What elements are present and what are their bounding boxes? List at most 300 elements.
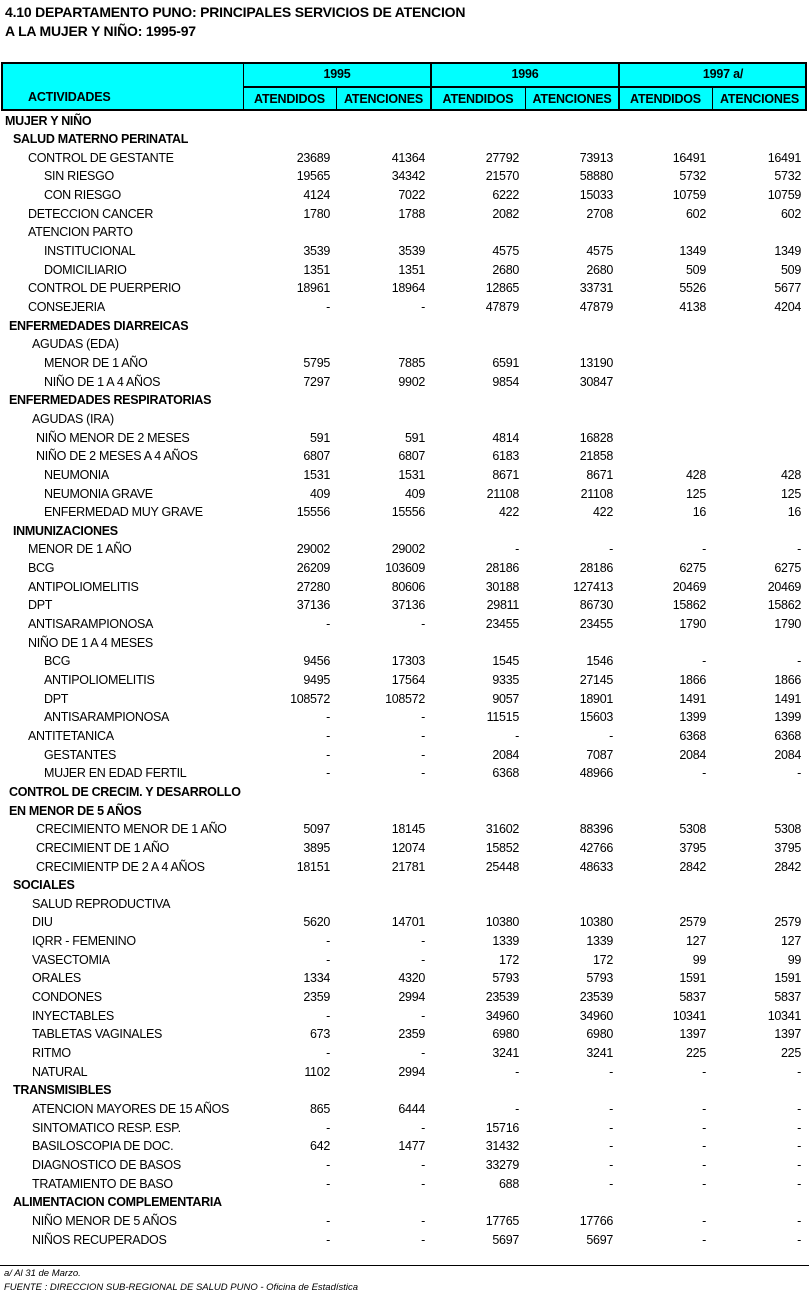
cell-value: 6807 <box>398 449 425 464</box>
row-label: MENOR DE 1 AÑO <box>28 542 132 557</box>
cell-value: 25448 <box>485 859 519 874</box>
header-subcol: ATENDIDOS <box>442 92 514 106</box>
cell-value: 41364 <box>391 150 425 165</box>
section-header-row <box>0 802 809 821</box>
cell-value: - <box>797 1139 801 1154</box>
section-header-row <box>0 317 809 336</box>
cell-value: 2842 <box>679 859 706 874</box>
table-row <box>0 559 809 578</box>
row-label: TRATAMIENTO DE BASO <box>32 1176 173 1191</box>
cell-value: 20469 <box>767 579 801 594</box>
cell-value: - <box>421 1176 425 1191</box>
table-row <box>0 708 809 727</box>
cell-value: 1591 <box>774 971 801 986</box>
table-row <box>0 858 809 877</box>
header-activities: ACTIVIDADES <box>28 90 111 104</box>
cell-value: 5677 <box>774 281 801 296</box>
row-label: ENFERMEDADES RESPIRATORIAS <box>9 393 212 408</box>
cell-value: 73913 <box>579 150 613 165</box>
table-row <box>0 727 809 746</box>
cell-value: 108572 <box>290 691 330 706</box>
cell-value: 19565 <box>296 169 330 184</box>
cell-value: 591 <box>310 430 330 445</box>
cell-value: 86730 <box>579 598 613 613</box>
cell-value: 125 <box>686 486 706 501</box>
cell-value: 47879 <box>485 300 519 314</box>
cell-value: 1399 <box>679 710 706 725</box>
cell-value: - <box>421 747 425 762</box>
row-label: NIÑO MENOR DE 2 MESES <box>36 430 190 445</box>
cell-value: - <box>797 654 801 669</box>
table-row <box>0 354 809 373</box>
row-label: CONSEJERIA <box>28 300 105 314</box>
cell-value: - <box>609 1139 613 1154</box>
cell-value: 33279 <box>485 1157 519 1172</box>
cell-value: 1339 <box>586 934 613 949</box>
cell-value: 2579 <box>774 915 801 930</box>
cell-value: 10380 <box>485 915 519 930</box>
row-label: INSTITUCIONAL <box>44 244 136 259</box>
row-label: TRANSMISIBLES <box>13 1083 112 1098</box>
cell-value: 172 <box>593 952 613 967</box>
cell-value: 2708 <box>586 206 613 221</box>
table-row <box>0 895 809 914</box>
cell-value: 21570 <box>485 169 519 184</box>
cell-value: 16491 <box>672 150 706 165</box>
cell-value: 602 <box>686 206 706 221</box>
header-subcol: ATENCIONES <box>719 92 800 106</box>
table-row <box>0 242 809 261</box>
cell-value: 1866 <box>679 673 706 687</box>
cell-value: 1351 <box>303 262 330 277</box>
row-label: DIU <box>32 915 53 930</box>
table-row <box>0 615 809 634</box>
cell-value: 1531 <box>303 467 330 482</box>
cell-value: 20469 <box>672 579 706 594</box>
cell-value: - <box>515 542 519 557</box>
cell-value: 23455 <box>579 617 613 632</box>
cell-value: 5795 <box>303 355 330 370</box>
row-label: ANTISARAMPIONOSA <box>28 617 154 632</box>
cell-value: 48966 <box>579 766 613 781</box>
cell-value: - <box>326 747 330 762</box>
cell-value: - <box>702 766 706 781</box>
cell-value: 10341 <box>672 1008 706 1023</box>
cell-value: - <box>326 1046 330 1060</box>
cell-value: 1397 <box>774 1027 801 1042</box>
cell-value: 4124 <box>303 188 330 203</box>
cell-value: 422 <box>593 505 613 520</box>
cell-value: - <box>609 1157 613 1172</box>
row-label: DIAGNOSTICO DE BASOS <box>32 1157 181 1172</box>
cell-value: 127413 <box>573 579 613 594</box>
cell-value: 2359 <box>303 990 330 1005</box>
cell-value: 591 <box>405 430 425 445</box>
divider <box>525 87 526 111</box>
section-header-row <box>0 522 809 541</box>
cell-value: - <box>609 1120 613 1135</box>
cell-value: 1491 <box>679 691 706 706</box>
cell-value: 18964 <box>391 281 425 296</box>
cell-value: 2579 <box>679 915 706 930</box>
cell-value: 2084 <box>679 747 706 762</box>
row-label: SIN RIESGO <box>44 169 114 184</box>
cell-value: 428 <box>781 467 801 482</box>
cell-value: - <box>797 1101 801 1116</box>
cell-value: 6368 <box>492 766 519 781</box>
cell-value: 9495 <box>303 673 330 687</box>
cell-value: - <box>421 728 425 743</box>
cell-value: 1351 <box>398 262 425 277</box>
table-row <box>0 485 809 504</box>
cell-value: 5308 <box>774 822 801 837</box>
table-row <box>0 1063 809 1082</box>
header-year-1995: 1995 <box>323 67 351 81</box>
cell-value: 16 <box>692 505 706 520</box>
table-row <box>0 1044 809 1063</box>
cell-value: - <box>702 1157 706 1172</box>
cell-value: 4575 <box>586 244 613 259</box>
table-row <box>0 1175 809 1194</box>
cell-value: 33731 <box>579 281 613 296</box>
cell-value: - <box>421 1213 425 1228</box>
cell-value: 28186 <box>485 561 519 576</box>
table-row <box>0 429 809 448</box>
cell-value: 3895 <box>303 840 330 855</box>
row-label: ATENCION PARTO <box>28 225 133 240</box>
cell-value: - <box>797 1176 801 1191</box>
cell-value: 17766 <box>579 1213 613 1228</box>
section-header-row <box>0 130 809 149</box>
cell-value: 6368 <box>679 728 706 743</box>
cell-value: - <box>702 1064 706 1079</box>
table-row <box>0 447 809 466</box>
row-label: NIÑOS RECUPERADOS <box>32 1232 167 1247</box>
row-label: SALUD REPRODUCTIVA <box>32 896 171 911</box>
section-header-row <box>0 1193 809 1212</box>
cell-value: 127 <box>686 934 706 949</box>
cell-value: - <box>515 1064 519 1079</box>
cell-value: 18151 <box>296 859 330 874</box>
cell-value: 2359 <box>398 1027 425 1042</box>
cell-value: - <box>797 1120 801 1135</box>
cell-value: 15716 <box>485 1120 519 1135</box>
cell-value: 99 <box>787 952 801 967</box>
row-label: INMUNIZACIONES <box>13 523 118 538</box>
table-row <box>0 167 809 186</box>
cell-value: 15556 <box>296 505 330 520</box>
cell-value: 4204 <box>774 300 801 314</box>
cell-value: 6444 <box>398 1101 425 1116</box>
table-row <box>0 298 809 317</box>
table-row <box>0 764 809 783</box>
row-label: VASECTOMIA <box>32 952 110 967</box>
cell-value: 1591 <box>679 971 706 986</box>
cell-value: 7297 <box>303 374 330 389</box>
cell-value: 18901 <box>579 691 613 706</box>
cell-value: - <box>609 728 613 743</box>
cell-value: 4814 <box>492 430 519 445</box>
row-label: NIÑO MENOR DE 5 AÑOS <box>32 1213 177 1228</box>
cell-value: 409 <box>405 486 425 501</box>
row-label: INYECTABLES <box>32 1008 114 1023</box>
table-row <box>0 988 809 1007</box>
header-year-1997: 1997 a/ <box>702 67 744 81</box>
cell-value: 13190 <box>579 355 613 370</box>
row-label: ATENCION MAYORES DE 15 AÑOS <box>32 1101 230 1116</box>
cell-value: 11515 <box>486 710 519 725</box>
cell-value: - <box>702 1120 706 1135</box>
cell-value: - <box>702 1139 706 1154</box>
table-row <box>0 373 809 392</box>
row-label: SOCIALES <box>13 878 75 893</box>
cell-value: - <box>609 542 613 557</box>
cell-value: 3539 <box>398 244 425 259</box>
section-header-row <box>0 783 809 802</box>
table-row <box>0 279 809 298</box>
cell-value: 58880 <box>579 169 613 184</box>
cell-value: - <box>421 1157 425 1172</box>
cell-value: - <box>421 1046 425 1060</box>
cell-value: - <box>797 542 801 557</box>
row-label: ALIMENTACION COMPLEMENTARIA <box>13 1195 222 1210</box>
cell-value: - <box>702 1232 706 1247</box>
cell-value: - <box>421 617 425 632</box>
row-label: ANTISARAMPIONOSA <box>44 710 170 725</box>
cell-value: 12074 <box>391 840 425 855</box>
cell-value: 16491 <box>767 150 801 165</box>
cell-value: 4138 <box>679 300 706 314</box>
header-subcol: ATENCIONES <box>532 92 612 106</box>
cell-value: 1477 <box>398 1139 425 1154</box>
table-row <box>0 671 809 690</box>
cell-value: 172 <box>499 952 519 967</box>
row-label: MENOR DE 1 AÑO <box>44 355 148 370</box>
table-row <box>0 969 809 988</box>
divider <box>712 87 713 111</box>
source-note: FUENTE : DIRECCION SUB-REGIONAL DE SALUD PUNO - Oficina de Estadística <box>4 1282 359 1293</box>
row-label: CRECIMIENTO MENOR DE 1 AÑO <box>36 822 227 837</box>
cell-value: 602 <box>781 206 801 221</box>
row-label: IQRR - FEMENINO <box>32 934 136 949</box>
table-row <box>0 820 809 839</box>
cell-value: 642 <box>310 1139 330 1154</box>
row-label: NATURAL <box>32 1064 88 1079</box>
header-subcol: ATENCIONES <box>343 92 424 106</box>
cell-value: - <box>421 1232 425 1247</box>
section-header-row <box>0 391 809 410</box>
cell-value: - <box>797 1232 801 1247</box>
header-year-1996: 1996 <box>511 67 539 81</box>
cell-value: 21108 <box>486 486 519 501</box>
cell-value: 17765 <box>485 1213 519 1228</box>
cell-value: 16828 <box>579 430 613 445</box>
row-label: NEUMONIA <box>44 467 109 482</box>
row-label: ANTITETANICA <box>28 728 114 743</box>
cell-value: 10341 <box>767 1008 801 1023</box>
cell-value: 18961 <box>296 281 330 296</box>
cell-value: 509 <box>686 262 706 277</box>
cell-value: - <box>326 728 330 743</box>
divider <box>336 87 337 111</box>
cell-value: - <box>326 1008 330 1023</box>
cell-value: - <box>797 1157 801 1172</box>
cell-value: 15033 <box>579 188 613 203</box>
cell-value: 5837 <box>774 990 801 1005</box>
cell-value: - <box>609 1176 613 1191</box>
footer-divider <box>0 1265 809 1266</box>
cell-value: 6368 <box>774 728 801 743</box>
cell-value: 5732 <box>679 169 706 184</box>
cell-value: - <box>797 1064 801 1079</box>
table-title-line-1: 4.10 DEPARTAMENTO PUNO: PRINCIPALES SERVICIOS DE ATENCION <box>5 4 466 20</box>
cell-value: 3795 <box>679 840 706 855</box>
cell-value: 2084 <box>492 747 519 762</box>
cell-value: 27792 <box>485 150 519 165</box>
cell-value: 31432 <box>485 1139 519 1154</box>
cell-value: 1780 <box>303 206 330 221</box>
cell-value: 125 <box>781 486 801 501</box>
table-title-line-2: A LA MUJER Y NIÑO: 1995-97 <box>5 23 196 39</box>
table-row <box>0 1007 809 1026</box>
table-row <box>0 1212 809 1231</box>
cell-value: - <box>326 1232 330 1247</box>
cell-value: 5620 <box>303 915 330 930</box>
cell-value: 37136 <box>391 598 425 613</box>
table-row <box>0 466 809 485</box>
cell-value: 27280 <box>296 579 330 594</box>
cell-value: 12865 <box>485 281 519 296</box>
cell-value: 10759 <box>767 188 801 203</box>
cell-value: - <box>609 1101 613 1116</box>
cell-value: 5793 <box>586 971 613 986</box>
row-label: CRECIMIENTP DE 2 A 4 AÑOS <box>36 859 205 874</box>
row-label: DPT <box>44 691 69 706</box>
cell-value: 88396 <box>579 822 613 837</box>
cell-value: 7022 <box>398 188 425 203</box>
cell-value: - <box>421 1008 425 1023</box>
cell-value: 4575 <box>492 244 519 259</box>
cell-value: 2680 <box>586 262 613 277</box>
row-label: ORALES <box>32 971 81 986</box>
row-label: CONDONES <box>32 990 102 1005</box>
cell-value: 5697 <box>586 1232 613 1247</box>
table-row <box>0 1119 809 1138</box>
table-row <box>0 652 809 671</box>
cell-value: 80606 <box>391 579 425 594</box>
cell-value: 16 <box>787 505 801 520</box>
cell-value: 5097 <box>303 822 330 837</box>
row-label: ANTIPOLIOMELITIS <box>28 579 139 594</box>
cell-value: 10759 <box>672 188 706 203</box>
cell-value: 673 <box>310 1027 330 1042</box>
cell-value: - <box>797 766 801 781</box>
cell-value: 108572 <box>385 691 425 706</box>
cell-value: 865 <box>310 1101 330 1116</box>
table-row <box>0 1156 809 1175</box>
table-row <box>0 913 809 932</box>
cell-value: 15556 <box>391 505 425 520</box>
row-label: ANTIPOLIOMELITIS <box>44 673 155 687</box>
cell-value: 422 <box>499 505 519 520</box>
cell-value: 9854 <box>492 374 519 389</box>
row-label: DOMICILIARIO <box>44 262 127 277</box>
row-label: BASILOSCOPIA DE DOC. <box>32 1139 174 1154</box>
cell-value: 42766 <box>579 840 613 855</box>
cell-value: 10380 <box>579 915 613 930</box>
cell-value: 23455 <box>485 617 519 632</box>
cell-value: - <box>702 542 706 557</box>
cell-value: - <box>515 1101 519 1116</box>
cell-value: 29811 <box>486 598 519 613</box>
cell-value: 3539 <box>303 244 330 259</box>
row-label: MUJER Y NIÑO <box>5 113 92 128</box>
cell-value: 47879 <box>579 300 613 314</box>
cell-value: 99 <box>692 952 706 967</box>
row-label: ENFERMEDAD MUY GRAVE <box>44 505 203 520</box>
section-header-row <box>0 112 809 131</box>
cell-value: 28186 <box>579 561 613 576</box>
row-label: CON RIESGO <box>44 188 121 203</box>
row-label: DPT <box>28 598 53 613</box>
table-row <box>0 690 809 709</box>
cell-value: 6980 <box>492 1027 519 1042</box>
table-row <box>0 223 809 242</box>
cell-value: - <box>421 766 425 781</box>
table-row <box>0 746 809 765</box>
table-row <box>0 335 809 354</box>
row-label: NIÑO DE 2 MESES A 4 AÑOS <box>36 449 198 464</box>
cell-value: 6591 <box>492 355 519 370</box>
table-row <box>0 1231 809 1250</box>
cell-value: 2680 <box>492 262 519 277</box>
row-label: CRECIMIENT DE 1 AÑO <box>36 840 169 855</box>
cell-value: 1546 <box>586 654 613 669</box>
row-label: RITMO <box>32 1046 71 1060</box>
cell-value: 31602 <box>485 822 519 837</box>
cell-value: 15852 <box>485 840 519 855</box>
cell-value: 14701 <box>391 915 425 930</box>
row-label: EN MENOR DE 5 AÑOS <box>9 803 142 818</box>
cell-value: 23539 <box>485 990 519 1005</box>
cell-value: 27145 <box>579 673 613 687</box>
cell-value: 5793 <box>492 971 519 986</box>
table-row <box>0 410 809 429</box>
cell-value: 509 <box>781 262 801 277</box>
cell-value: 9335 <box>492 673 519 687</box>
cell-value: 5308 <box>679 822 706 837</box>
row-label: BCG <box>28 561 55 576</box>
table-row <box>0 839 809 858</box>
cell-value: 18145 <box>391 822 425 837</box>
cell-value: 5837 <box>679 990 706 1005</box>
cell-value: 127 <box>781 934 801 949</box>
cell-value: 9057 <box>492 691 519 706</box>
row-label: AGUDAS (IRA) <box>32 411 114 426</box>
cell-value: - <box>326 1157 330 1172</box>
cell-value: 428 <box>686 467 706 482</box>
table-row <box>0 932 809 951</box>
cell-value: 1866 <box>774 673 801 687</box>
cell-value: 34342 <box>391 169 425 184</box>
cell-value: 1349 <box>774 244 801 259</box>
cell-value: - <box>421 1120 425 1135</box>
cell-value: 1788 <box>398 206 425 221</box>
row-label: SALUD MATERNO PERINATAL <box>13 132 189 147</box>
cell-value: - <box>421 300 425 314</box>
cell-value: 15862 <box>767 598 801 613</box>
cell-value: - <box>326 710 330 725</box>
